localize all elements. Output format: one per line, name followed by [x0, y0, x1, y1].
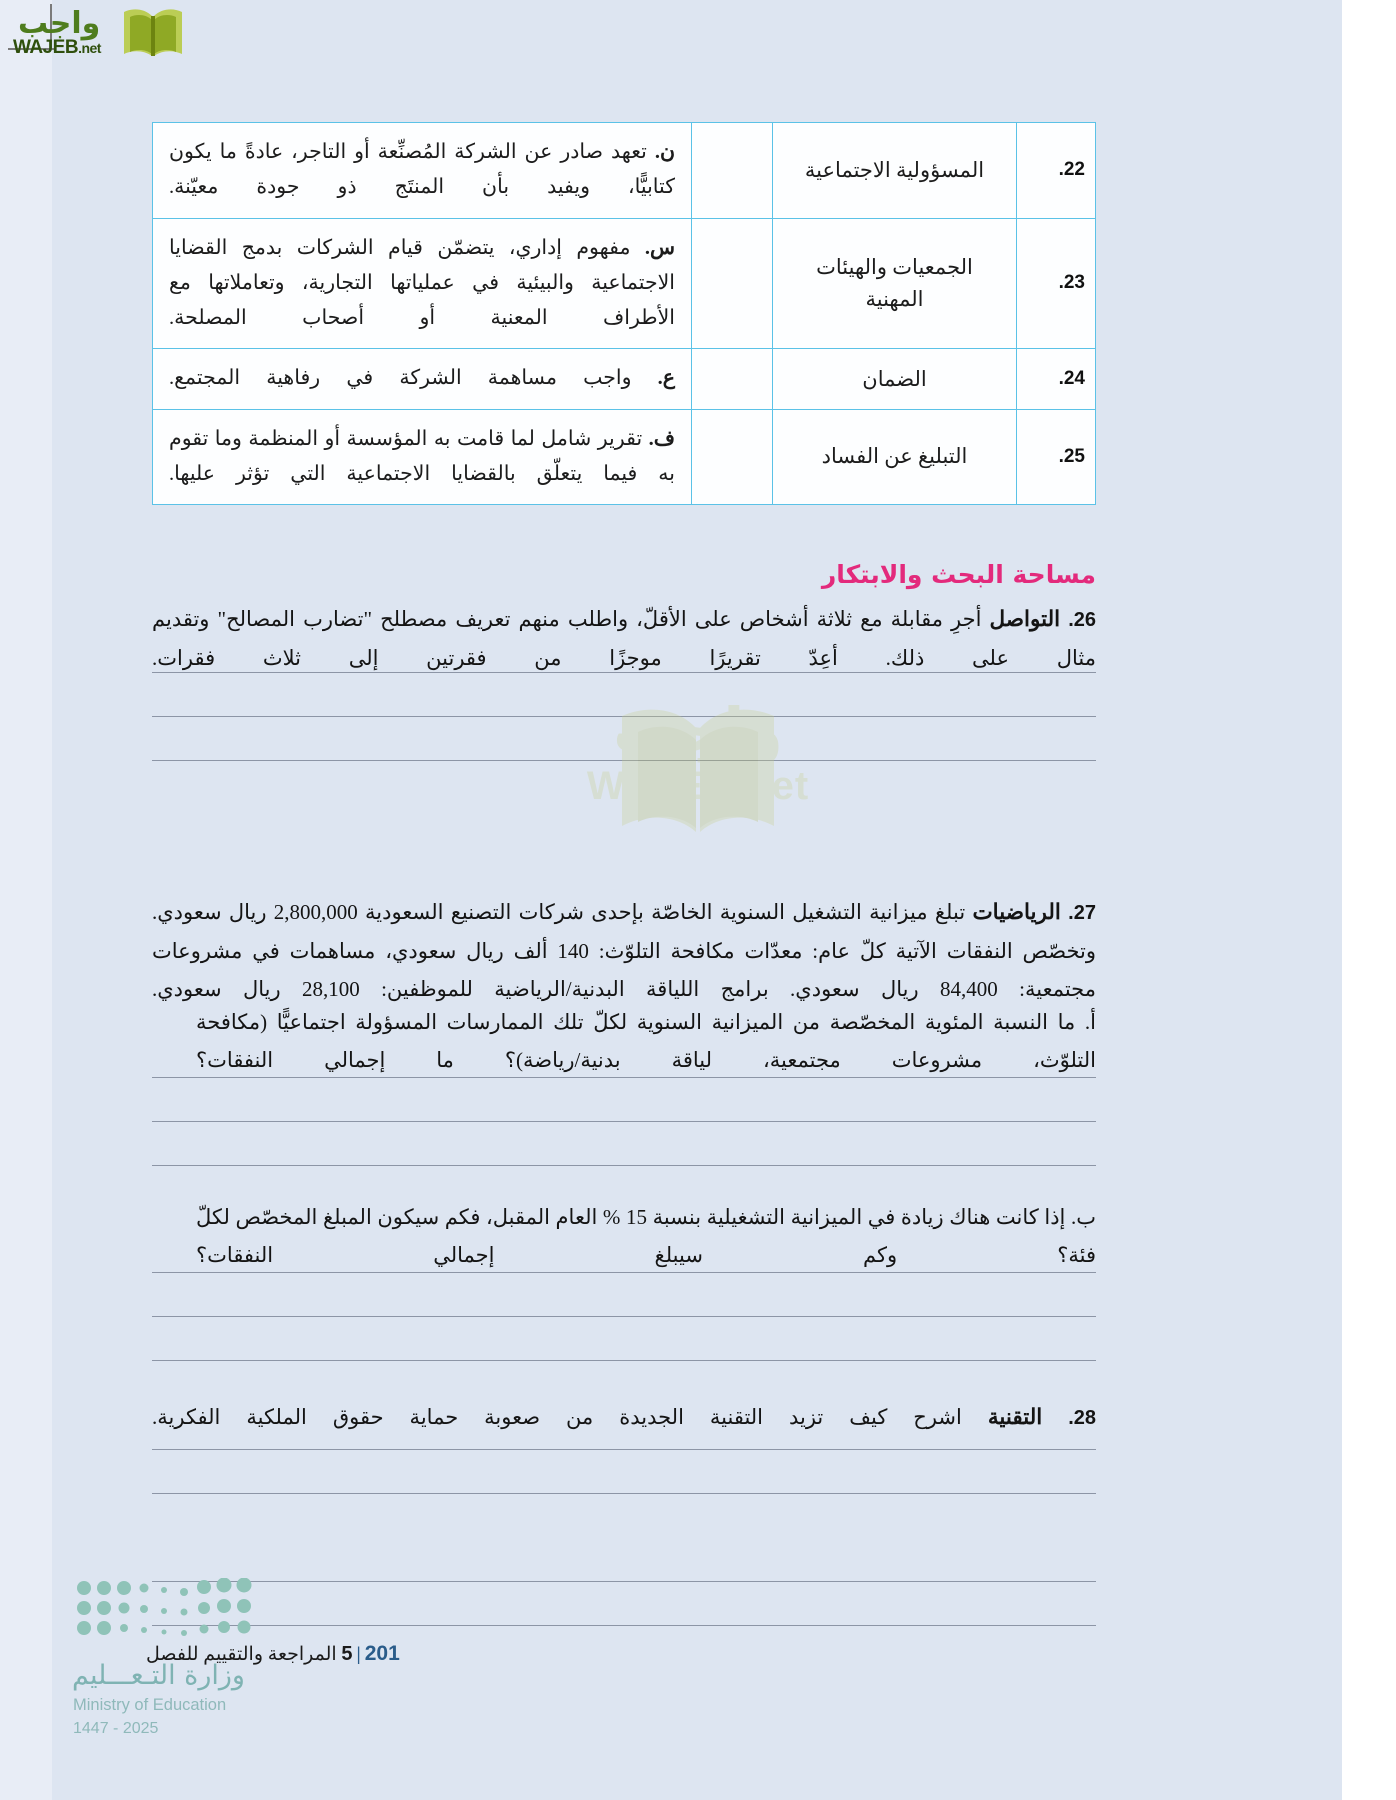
watermark-english: WAJEB.net [586, 764, 810, 808]
question-27-part-b [196, 1198, 1096, 1274]
footer-separator: | [356, 1644, 361, 1665]
question-27-tag: الرياضيات [972, 900, 1061, 924]
page-margin-left [0, 0, 52, 1800]
row-definition-letter: ن. [654, 141, 675, 163]
question-28-number: 28. [1068, 1407, 1096, 1429]
row-definition-letter: س. [644, 236, 675, 259]
row-definition-text: واجب مساهمة الشركة في رفاهية المجتمع. [169, 367, 632, 390]
answer-line[interactable] [152, 1360, 1096, 1361]
question-28 [152, 1398, 1096, 1437]
question-27-number: 27. [1068, 902, 1096, 924]
row-answer-blank[interactable] [692, 218, 773, 349]
row-definition-letter: ف. [648, 427, 675, 450]
answer-line[interactable] [152, 672, 1096, 673]
section-heading: مساحة البحث والابتكار [821, 560, 1096, 589]
answer-line[interactable] [152, 716, 1096, 717]
question-28-text: اشرح كيف تزيد التقنية الجديدة من صعوبة حماية حقوق الملكية الفكرية. [152, 1405, 962, 1429]
row-number: 23. [1017, 218, 1096, 349]
wajeb-logo-english [13, 37, 101, 59]
question-27-part-a-text: ما النسبة المئوية المخصّصة من الميزانية السنوية لكلّ تلك الممارسات المسؤولة اجتماعيًّا (مكافحة التلوّث، مشروعات مجتمعية، لياقة بدنية/رياضة)؟ ما إجمالي النفقات؟ [196, 1010, 1096, 1073]
question-28-tag: التقنية [987, 1405, 1043, 1429]
moe-dots-icon [74, 1578, 264, 1658]
row-answer-blank[interactable] [692, 409, 773, 505]
question-26 [152, 600, 1096, 677]
question-27-text: تبلغ ميزانية التشغيل السنوية الخاصّة بإحدى شركات التصنيع السعودية 2,800,000 ريال سعودي. وتخصّص النفقات الآتية كلّ عام: معدّات مكافحة التلوّث: 140 ألف ريال سعودي، مساهمات في مشروعات مجتمعية: 84,400 ريال سعودي. برامج اللياقة البدنية/الرياضية للموظفين: 28,100 ريال سعودي. [152, 900, 1096, 1002]
answer-line[interactable] [152, 1165, 1096, 1166]
question-27-part-b-label: ب. [1070, 1205, 1097, 1229]
row-definition-text: تقرير شامل لما قامت به المؤسسة أو المنظمة وما تقوم به فيما يتعلّق بالقضايا الاجتماعية التي تؤثر عليها. [169, 427, 675, 485]
footer-label: المراجعة والتقييم للفصل [146, 1644, 337, 1665]
question-27 [152, 893, 1096, 1009]
row-term: الضمان [773, 349, 1017, 409]
ministry-name-arabic: وزارة التـعـــليم [72, 1660, 245, 1691]
question-26-tag: التواصل [989, 607, 1061, 631]
wajeb-logo [8, 4, 198, 66]
wajeb-logo-name: WAJEB [13, 37, 79, 58]
row-definition [153, 409, 692, 505]
row-term: التبليغ عن الفساد [773, 409, 1017, 505]
answer-line[interactable] [152, 1449, 1096, 1450]
question-27-part-a [196, 1003, 1096, 1079]
answer-line[interactable] [152, 1493, 1096, 1494]
answer-line[interactable] [152, 760, 1096, 761]
row-definition [153, 123, 692, 219]
row-definition [153, 349, 692, 409]
row-definition-letter: ع. [657, 367, 676, 390]
row-term: الجمعيات والهيئات المهنية [773, 218, 1017, 349]
matching-table [152, 122, 1096, 505]
answer-line[interactable] [152, 1121, 1096, 1122]
table-row [153, 409, 1096, 505]
ministry-of-education-logo [70, 1578, 300, 1763]
watermark-book-icon [608, 700, 788, 850]
open-book-icon [118, 6, 188, 62]
answer-line[interactable] [152, 1272, 1096, 1273]
page-margin-right [1342, 0, 1396, 1800]
row-number: 22. [1017, 123, 1096, 219]
ministry-name-english: Ministry of Education [73, 1696, 227, 1714]
answer-line[interactable] [152, 1077, 1096, 1078]
page-number: 201 [364, 1642, 400, 1665]
question-26-number: 26. [1068, 609, 1097, 631]
table-row [153, 218, 1096, 349]
wajeb-logo-arabic: واجب [18, 6, 101, 41]
table-row [153, 123, 1096, 219]
row-answer-blank[interactable] [692, 349, 773, 409]
row-definition [153, 218, 692, 349]
question-26-text: أجرِ مقابلة مع ثلاثة أشخاص على الأقلّ، واطلب منهم تعريف مصطلح "تضارب المصالح" وتقديم مثال على ذلك. أعِدّ تقريرًا موجزًا من فقرتين إلى ثلاث فقرات. [152, 607, 1096, 671]
watermark-arabic: واجب [612, 694, 784, 767]
table-row [153, 349, 1096, 409]
row-definition-text: مفهوم إداري، يتضمّن قيام الشركات بدمج القضايا الاجتماعية والبيئية في عملياتها التجارية، وتعاملاتها مع الأطراف المعنية أو أصحاب المصلحة. [169, 236, 675, 329]
row-answer-blank[interactable] [692, 123, 773, 219]
question-27-part-a-label: أ. [1084, 1010, 1096, 1034]
row-number: 24. [1017, 349, 1096, 409]
ministry-years: 2025 - 1447 [73, 1720, 159, 1737]
footer-chapter-number: 5 [341, 1643, 353, 1665]
question-27-part-b-text: إذا كانت هناك زيادة في الميزانية التشغيلية بنسبة 15 % العام المقبل، فكم سيكون المبلغ المخصّص لكلّ فئة؟ وكم سيبلغ إجمالي النفقات؟ [196, 1205, 1096, 1268]
wajeb-logo-suffix: .net [78, 40, 101, 56]
row-definition-text: تعهد صادر عن الشركة المُصنِّعة أو التاجر، عادةً ما يكون كتابيًّا، ويفيد بأن المنتَج ذو جودة معيّنة. [169, 141, 675, 199]
row-number: 25. [1017, 409, 1096, 505]
answer-line[interactable] [152, 1316, 1096, 1317]
row-term: المسؤولية الاجتماعية [773, 123, 1017, 219]
